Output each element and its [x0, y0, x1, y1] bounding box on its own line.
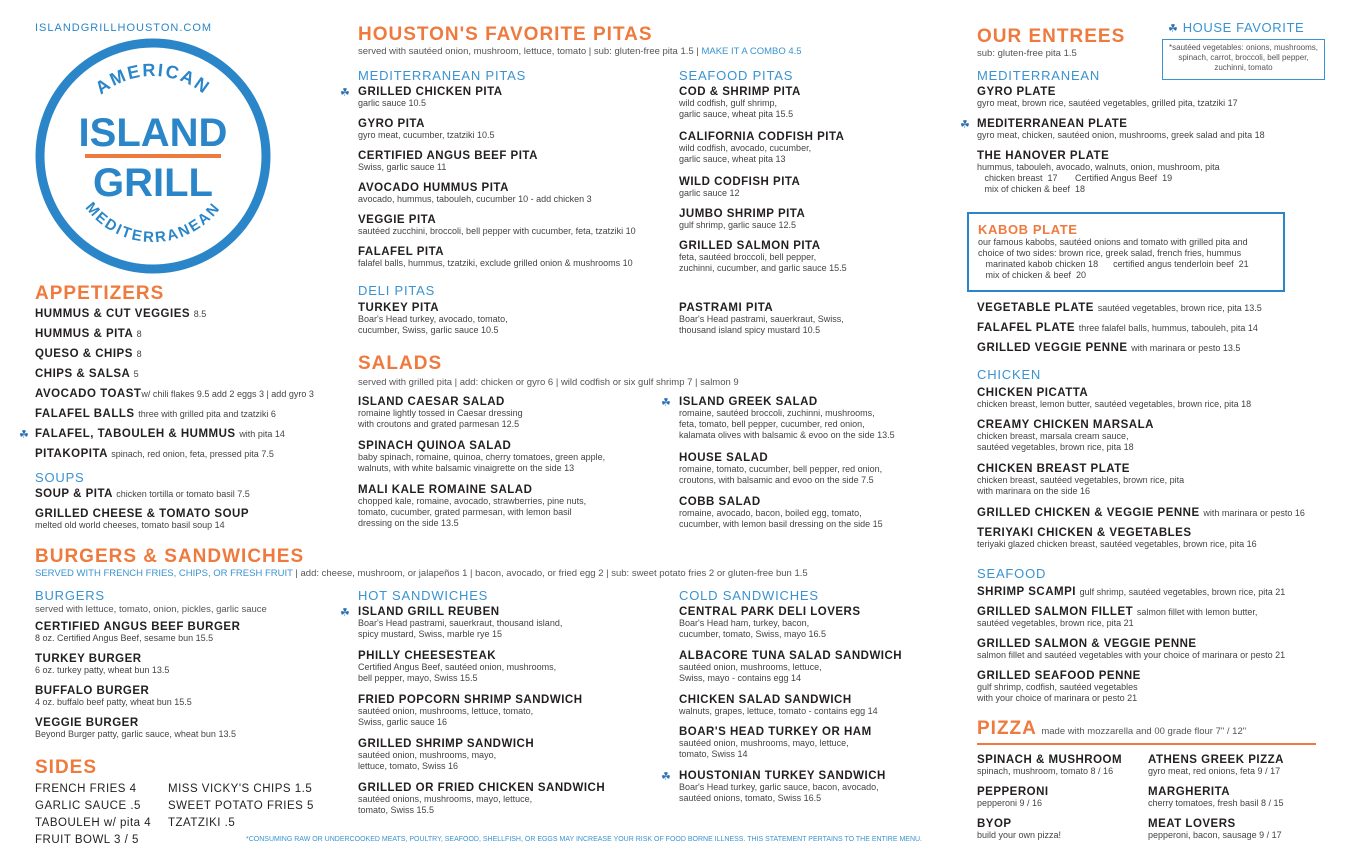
menu-item: VEGETABLE PLATE sautéed vegetables, brown rice, pita 13.5 — [977, 302, 1262, 314]
item-name: HUMMUS & PITA — [35, 328, 133, 340]
seafood-pitas-heading: SEAFOOD PITAS — [679, 68, 794, 83]
cold-sandwiches-heading: COLD SANDWICHES — [679, 588, 819, 603]
item-desc: with pita 14 — [239, 429, 285, 439]
pitas-heading: HOUSTON'S FAVORITE PITAS — [358, 24, 653, 45]
pitas-sub: served with sautéed onion, mushroom, lettuce, tomato | sub: gluten-free pita 1.5 | MAKE IT A COMBO 4.5 — [358, 46, 802, 57]
item-name: CHIPS & SALSA — [35, 368, 130, 380]
svg-text:AMERICAN — [92, 60, 215, 98]
menu-item: VEGGIE PITA sautéed zucchini, broccoli, bell pepper with cucumber, feta, tzatziki 10 — [358, 214, 636, 236]
seafood-heading: SEAFOOD — [977, 566, 1047, 581]
menu-item — [35, 621, 240, 653]
menu-item: ALBACORE TUNA SALAD SANDWICH sautéed onion, mushrooms, lettuce, Swiss, mayo - contains egg 14 — [679, 650, 903, 683]
menu-item — [35, 448, 314, 468]
menu-item — [35, 308, 314, 328]
item-name: TURKEY BURGER — [35, 653, 142, 665]
menu-item: JUMBO SHRIMP PITA gulf shrimp, garlic sauce 12.5 — [679, 208, 806, 230]
menu-item: GYRO PLATE gyro meat, brown rice, sautéed vegetables, grilled pita, tzatziki 17 — [977, 86, 1238, 108]
side-item: FRUIT BOWL 3 / 5 — [35, 834, 139, 846]
sides-col1 — [35, 781, 151, 849]
logo-bottom-text: MEDITERRANEAN — [81, 199, 225, 247]
menu-item: CHICKEN BREAST PLATE chicken breast, sautéed vegetables, brown rice, pita with marinara on the side 16 — [977, 463, 1185, 496]
pizza-left-list — [977, 754, 1122, 841]
pizza-heading-row — [977, 718, 1246, 740]
kabob-title: KABOB PLATE — [978, 222, 1078, 237]
menu-item: AVOCADO HUMMUS PITA avocado, hummus, tabouleh, cucumber 10 - add chicken 3 — [358, 182, 592, 204]
side-item: TABOULEH w/ pita 4 — [35, 817, 152, 829]
menu-item: GYRO PITA gyro meat, cucumber, tzatziki 10.5 — [358, 118, 495, 140]
menu-item: ISLAND GREEK SALAD romaine, sautéed broccoli, zuchinni, mushrooms, feta, tomato, bell pepper, cucumber, red onion, kalamata olives with balsamic & evoo on the side 13.5 — [679, 396, 895, 440]
menu-item: SHRIMP SCAMPI gulf shrimp, sautéed vegetables, brown rice, pita 21 — [977, 586, 1286, 598]
menu-item: MARGHERITA cherry tomatoes, fresh basil 8 / 15 — [1148, 786, 1284, 808]
menu-item: TERIYAKI CHICKEN & VEGETABLES teriyaki glazed chicken breast, sautéed vegetables, brown rice, pita 16 — [977, 527, 1257, 549]
item-name: FALAFEL, TABOULEH & HUMMUS — [35, 428, 236, 440]
item-name: QUESO & CHIPS — [35, 348, 133, 360]
soups-list — [35, 488, 250, 531]
menu-item: GRILLED SEAFOOD PENNE gulf shrimp, codfish, sautéed vegetables with your choice of marinara or pesto 21 — [977, 670, 1141, 703]
cold-sandwiches-list — [679, 606, 902, 804]
item-desc: 8 — [136, 329, 142, 339]
appetizers-list — [35, 308, 314, 468]
item-desc: 4 oz. buffalo beef patty, wheat bun 15.5 — [35, 697, 192, 707]
menu-item: ISLAND GRILL REUBEN Boar's Head pastrami, sauerkraut, thousand island, spicy mustard, Swiss, marble rye 15 — [358, 606, 563, 639]
hot-sandwiches-list — [358, 606, 605, 816]
menu-item — [35, 348, 314, 368]
menu-item: GRILLED SALMON & VEGGIE PENNE salmon fillet and sautéed vegetables with your choice of marinara or pesto 21 — [977, 638, 1286, 660]
entrees-sub: sub: gluten-free pita 1.5 — [977, 48, 1077, 59]
pizza-right-list — [1148, 754, 1284, 841]
menu-item — [35, 408, 314, 428]
menu-item: WILD CODFISH PITA garlic sauce 12 — [679, 176, 801, 198]
house-favorite-icon: ☘ — [1168, 23, 1179, 35]
menu-item: GRILLED VEGGIE PENNE with marinara or pesto 13.5 — [977, 342, 1241, 354]
pizza-heading: PIZZA — [977, 718, 1037, 739]
seafood-pitas-list — [679, 86, 847, 285]
med-pitas-list — [358, 86, 636, 278]
item-name: GRILLED CHEESE & TOMATO SOUP — [35, 508, 249, 520]
menu-item: CERTIFIED ANGUS BEEF PITA Swiss, garlic sauce 11 — [358, 150, 538, 172]
sides-heading: SIDES — [35, 757, 98, 778]
pizza-sub: made with mozzarella and 00 grade flour 7" / 12" — [1041, 726, 1247, 737]
item-desc: 8.5 — [193, 309, 207, 319]
seafood-list — [977, 586, 1285, 704]
menu-item: GRILLED SALMON FILLET salmon fillet with lemon butter, sautéed vegetables, brown rice, pita 21 — [977, 606, 1258, 628]
menu-item: COD & SHRIMP PITA wild codfish, gulf shrimp, garlic sauce, wheat pita 15.5 — [679, 86, 801, 119]
menu-item: PEPPERONI pepperoni 9 / 16 — [977, 786, 1049, 808]
menu-item: CHICKEN SALAD SANDWICH walnuts, grapes, lettuce, tomato - contains egg 14 — [679, 694, 878, 716]
item-name: CERTIFIED ANGUS BEEF BURGER — [35, 621, 241, 633]
item-name: SOUP & PITA — [35, 488, 113, 500]
menu-item: PHILLY CHEESESTEAK Certified Angus Beef, sautéed onion, mushrooms, bell pepper, mayo, Swiss 15.5 — [358, 650, 557, 683]
menu-item — [35, 717, 240, 749]
chicken-list — [977, 387, 1305, 550]
menu-item: MEAT LOVERS pepperoni, bacon, sausage 9 / 17 — [1148, 818, 1282, 840]
svg-text:MEDITERRANEAN — [82, 199, 224, 246]
appetizers-heading: APPETIZERS — [35, 283, 165, 304]
pizza-divider — [977, 743, 1316, 745]
item-name: VEGGIE BURGER — [35, 717, 139, 729]
hot-sandwiches-heading: HOT SANDWICHES — [358, 588, 489, 603]
logo-line2: GRILL — [93, 161, 213, 205]
item-desc: 6 oz. turkey patty, wheat bun 13.5 — [35, 665, 170, 675]
menu-item — [35, 653, 240, 685]
menu-item: CREAMY CHICKEN MARSALA chicken breast, marsala cream sauce, sautéed vegetables, brown rice, pita 18 — [977, 419, 1154, 452]
item-desc: 8 — [136, 349, 142, 359]
item-desc: chicken tortilla or tomato basil 7.5 — [116, 489, 250, 499]
item-desc: w/ chili flakes 9.5 add 2 eggs 3 | add gyro 3 — [141, 389, 314, 399]
item-desc: melted old world cheeses, tomato basil soup 14 — [35, 520, 225, 530]
chicken-heading: CHICKEN — [977, 367, 1042, 382]
menu-item: GRILLED SHRIMP SANDWICH sautéed onion, mushrooms, mayo, lettuce, tomato, Swiss 16 — [358, 738, 535, 771]
vegetables-note-box: *sautéed vegetables: onions, mushrooms, spinach, carrot, broccoli, bell pepper, zuchinni, tomato — [1162, 39, 1325, 80]
menu-item: SPINACH & MUSHROOM spinach, mushroom, tomato 8 / 16 — [977, 754, 1123, 776]
menu-item: FRIED POPCORN SHRIMP SANDWICH sautéed onion, mushrooms, lettuce, tomato, Swiss, garlic sauce 16 — [358, 694, 583, 727]
salads-heading: SALADS — [358, 353, 443, 374]
house-favorite-icon: ☘ — [340, 87, 350, 99]
menu-item: FALAFEL PITA falafel balls, hummus, tzatziki, exclude grilled onion & mushrooms 10 — [358, 246, 633, 268]
item-desc: 8 oz. Certified Angus Beef, sesame bun 15.5 — [35, 633, 214, 643]
menu-item: FALAFEL PLATE three falafel balls, hummus, tabouleh, pita 14 — [977, 322, 1258, 334]
salads-right-list — [679, 396, 895, 530]
kabob-plate-box: KABOB PLATE our famous kabobs, sautéed onions and tomato with grilled pita and choice of two sides: brown rice, greek salad, french fries, hummus marinated kabob chicken 18 certified angus tenderloin beef 21 mix of chicken & beef 20 — [967, 212, 1285, 292]
burgers-sub: served with lettuce, tomato, onion, pickles, garlic sauce — [35, 604, 267, 615]
house-favorite-icon: ☘ — [19, 429, 29, 441]
veg-plates-list — [977, 302, 1262, 362]
menu-item — [35, 328, 314, 348]
menu-item — [35, 685, 240, 717]
island-grill-logo — [33, 36, 273, 276]
menu-item: ISLAND CAESAR SALAD romaine lightly tossed in Caesar dressing with croutons and grated parmesan 12.5 — [358, 396, 523, 429]
item-desc: Beyond Burger patty, garlic sauce, wheat bun 13.5 — [35, 729, 236, 739]
menu-item: BYOP build your own pizza! — [977, 818, 1062, 840]
house-favorite-icon: ☘ — [661, 397, 671, 409]
menu-item: GRILLED OR FRIED CHICKEN SANDWICH sautéed onions, mushrooms, mayo, lettuce, tomato, Swiss 15.5 — [358, 782, 606, 815]
item-name: PITAKOPITA — [35, 448, 108, 460]
menu-item — [35, 488, 250, 508]
mediterranean-heading: MEDITERRANEAN — [977, 68, 1101, 83]
menu-item — [35, 428, 314, 448]
menu-item: SPINACH QUINOA SALAD baby spinach, romaine, quinoa, cherry tomatoes, green apple, walnuts, with white balsamic vinaigrette on the side 13 — [358, 440, 606, 473]
menu-item: COBB SALAD romaine, avocado, bacon, boiled egg, tomato, cucumber, with lemon basil dressing on the side 15 — [679, 496, 883, 529]
house-favorite-icon: ☘ — [960, 119, 970, 131]
salads-left-list — [358, 396, 605, 529]
house-favorite-icon: ☘ — [340, 607, 350, 619]
menu-item: HOUSTONIAN TURKEY SANDWICH Boar's Head turkey, garlic sauce, bacon, avocado, sautéed onions, tomato, Swiss 16.5 — [679, 770, 886, 803]
menu-item — [35, 388, 314, 408]
menu-item: MALI KALE ROMAINE SALAD chopped kale, romaine, avocado, strawberries, pine nuts, tomato, cucumber, grated parmesan, with lemon basil dressing on the side 13.5 — [358, 484, 587, 528]
menu-item: GRILLED CHICKEN PITA garlic sauce 10.5 — [358, 86, 503, 108]
item-name: AVOCADO TOAST — [35, 388, 142, 400]
mediterranean-list — [977, 86, 1265, 195]
side-item: SWEET POTATO FRIES 5 — [168, 800, 314, 812]
item-desc: 5 — [133, 369, 139, 379]
entrees-heading: OUR ENTREES — [977, 26, 1126, 47]
menu-item: CALIFORNIA CODFISH PITA wild codfish, avocado, cucumber, garlic sauce, wheat pita 13 — [679, 131, 845, 164]
logo-top-text: AMERICAN — [91, 59, 215, 99]
site-url[interactable]: ISLANDGRILLHOUSTON.COM — [35, 22, 213, 34]
burgers-heading: BURGERS — [35, 588, 105, 603]
menu-item: GRILLED SALMON PITA feta, sautéed broccoli, bell pepper, zuchinni, cucumber, and garlic sauce 15.5 — [679, 240, 847, 273]
sides-col2 — [168, 781, 314, 832]
house-favorite-icon: ☘ — [661, 771, 671, 783]
disclaimer: *CONSUMING RAW OR UNDERCOOKED MEATS, POULTRY, SEAFOOD, SHELLFISH, OR EGGS MAY INCREASE YOUR RISK OF FOOD BORNE ILLNESS. THIS STATEMENT PERTAINS TO THE ENTIRE MENU. — [246, 836, 923, 843]
menu-item: ATHENS GREEK PIZZA gyro meat, red onions, feta 9 / 17 — [1148, 754, 1284, 776]
menu-item: CENTRAL PARK DELI LOVERS Boar's Head ham, turkey, bacon, cucumber, tomato, Swiss, mayo 16.5 — [679, 606, 861, 639]
menu-item: BOAR'S HEAD TURKEY OR HAM sautéed onion, mushrooms, mayo, lettuce, tomato, Swiss 14 — [679, 726, 872, 759]
house-favorite-legend: ☘ HOUSE FAVORITE — [1168, 20, 1305, 35]
burgers-sandwiches-heading: BURGERS & SANDWICHES — [35, 546, 305, 567]
menu-item — [35, 368, 314, 388]
menu-item: GRILLED CHICKEN & VEGGIE PENNE with marinara or pesto 16 — [977, 507, 1305, 519]
menu-item: HOUSE SALAD romaine, tomato, cucumber, bell pepper, red onion, croutons, with balsamic and evoo on the side 7.5 — [679, 452, 883, 485]
menu-item: CHICKEN PICATTA chicken breast, lemon butter, sautéed vegetables, brown rice, pita 18 — [977, 387, 1252, 409]
side-item: TZATZIKI .5 — [168, 817, 236, 829]
item-name: FALAFEL BALLS — [35, 408, 135, 420]
burgers-list — [35, 621, 240, 749]
salads-sub: served with grilled pita | add: chicken or gyro 6 | wild codfish or six gulf shrimp 7 | salmon 9 — [358, 377, 739, 388]
menu-item: TURKEY PITA Boar's Head turkey, avocado, tomato, cucumber, Swiss, garlic sauce 10.5 — [358, 302, 508, 335]
menu-item — [35, 508, 250, 520]
item-name: BUFFALO BURGER — [35, 685, 150, 697]
deli-pitas-heading: DELI PITAS — [358, 283, 436, 298]
menu-item: PASTRAMI PITA Boar's Head pastrami, sauerkraut, Swiss, thousand island spicy mustard 10.5 — [679, 302, 844, 335]
item-name: HUMMUS & CUT VEGGIES — [35, 308, 191, 320]
menu-item: MEDITERRANEAN PLATE gyro meat, chicken, sautéed onion, mushrooms, greek salad and pita 18 — [977, 118, 1265, 140]
logo-line1: ISLAND — [78, 111, 228, 155]
side-item: MISS VICKY'S CHIPS 1.5 — [168, 783, 313, 795]
med-pitas-heading: MEDITERRANEAN PITAS — [358, 68, 527, 83]
item-desc: spinach, red onion, feta, pressed pita 7.5 — [111, 449, 274, 459]
item-desc: three with grilled pita and tzatziki 6 — [138, 409, 276, 419]
menu-item: THE HANOVER PLATE hummus, tabouleh, avocado, walnuts, onion, mushroom, pita chicken breast 17 Certified Angus Beef 19 mix of chicken & beef 18 — [977, 150, 1220, 194]
side-item: GARLIC SAUCE .5 — [35, 800, 141, 812]
soups-heading: SOUPS — [35, 470, 85, 485]
side-item: FRENCH FRIES 4 — [35, 783, 137, 795]
burgers-sandwiches-note: SERVED WITH FRENCH FRIES, CHIPS, OR FRESH FRUIT | add: cheese, mushroom, or jalapeños 1 | bacon, avocado, or fried egg 2 | sub: sweet potato fries 2 or gluten-free bun 1.5 — [35, 568, 808, 579]
